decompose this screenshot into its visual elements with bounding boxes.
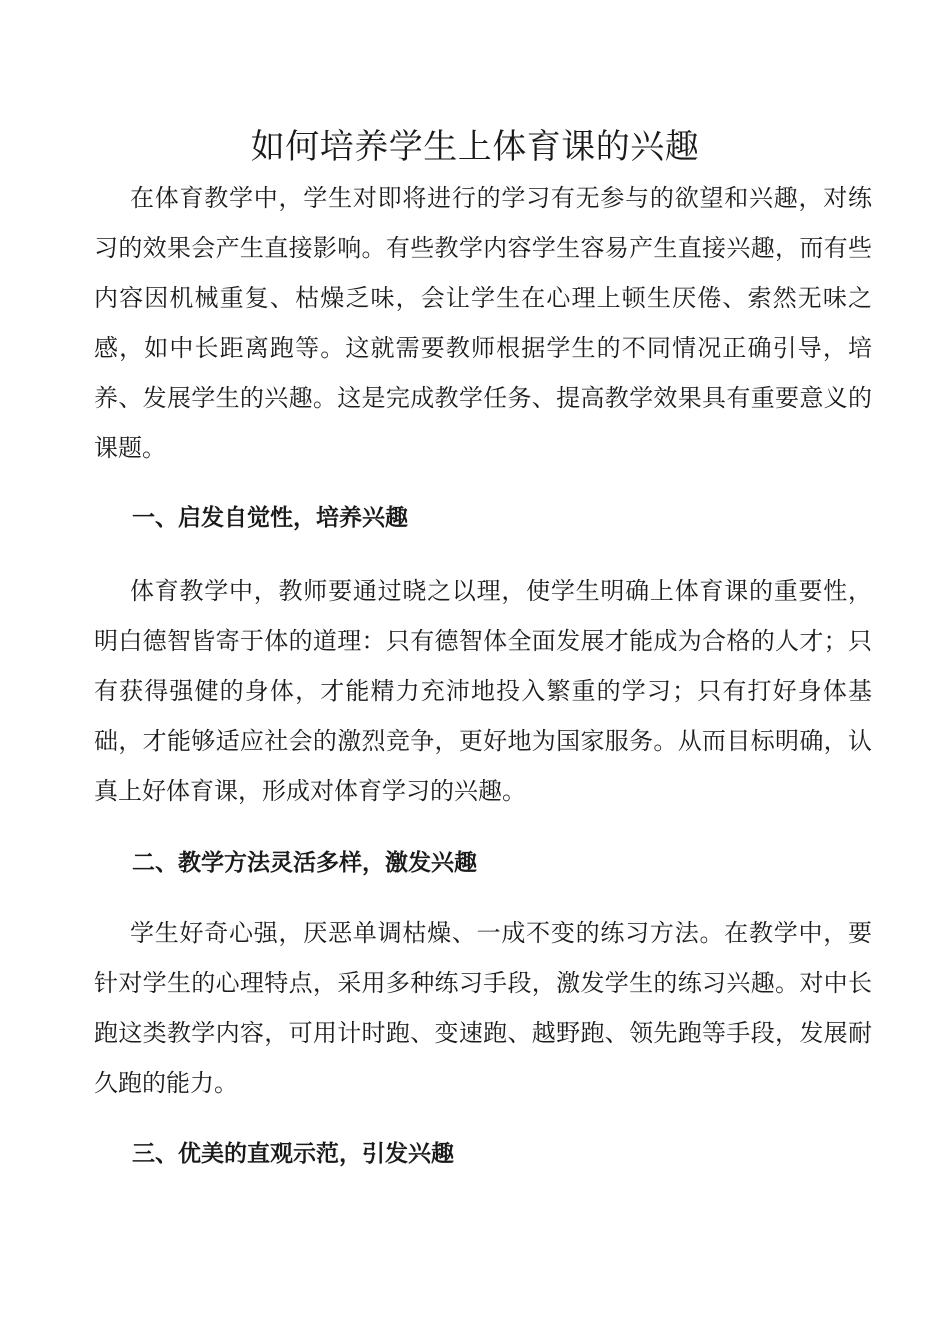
section-heading-2: 二、教学方法灵活多样，激发兴趣 [132, 849, 477, 876]
document-title: 如何培养学生上体育课的兴趣 [250, 126, 700, 167]
section-body-1: 体育教学中，教师要通过晓之以理，使学生明确上体育课的重要性，明白德智皆寄于体的道理：只有德智体全面发展才能成为合格的人才；只有获得强健的身体，才能精力充沛地投入繁重的学习；只有打好身体基础，才能够适应社会的激烈竞争，更好地为国家服务。从而目标明确，认真上好体育课，形成对体育学习的兴趣。 [94, 577, 872, 805]
section-body-2: 学生好奇心强，厌恶单调枯燥、一成不变的练习方法。在教学中，要针对学生的心理特点，采用多种练习手段，激发学生的练习兴趣。对中长跑这类教学内容，可用计时跑、变速跑、越野跑、领先跑等手段，发展耐久跑的能力。 [94, 919, 872, 1097]
intro-paragraph: 在体育教学中，学生对即将进行的学习有无参与的欲望和兴趣，对练习的效果会产生直接影响。有些教学内容学生容易产生直接兴趣，而有些内容因机械重复、枯燥乏味，会让学生在心理上顿生厌倦、索然无味之感，如中长距离跑等。这就需要教师根据学生的不同情况正确引导，培养、发展学生的兴趣。这是完成教学任务、提高教学效果具有重要意义的课题。 [94, 184, 872, 462]
section-heading-3: 三、优美的直观示范，引发兴趣 [132, 1140, 454, 1167]
section-heading-1: 一、启发自觉性，培养兴趣 [132, 504, 408, 531]
